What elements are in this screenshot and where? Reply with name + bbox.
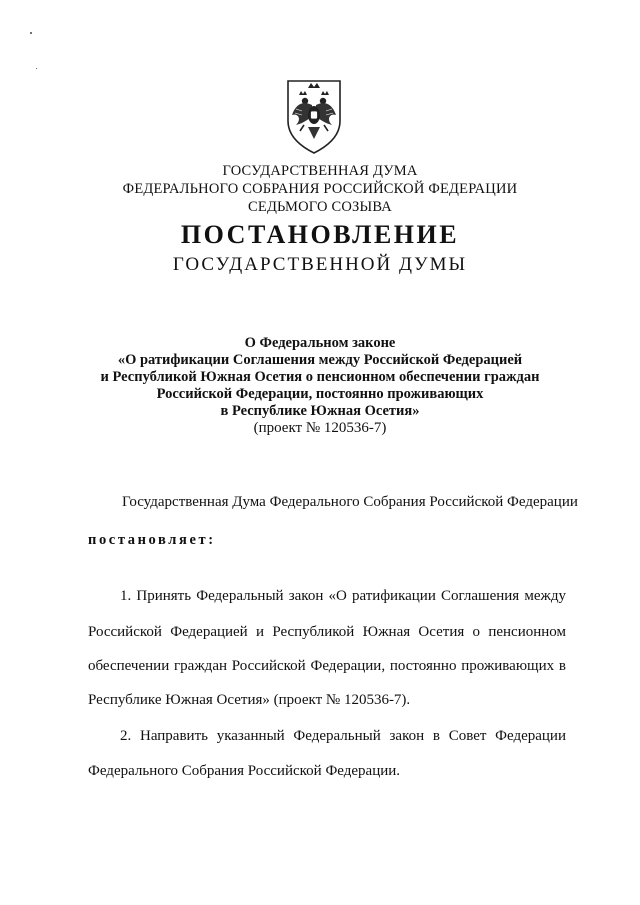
- subject-line: О Федеральном законе: [244, 335, 396, 351]
- document-subject: [0, 335, 640, 437]
- issuing-body-header: [0, 162, 640, 216]
- intro-paragraph: Государственная Дума Федерального Собрания Российской Федерации: [122, 494, 578, 510]
- subject-line: «О ратификации Соглашения между Российской Федерацией: [117, 352, 523, 368]
- document-type-title: ПОСТАНОВЛЕНИЕ: [180, 220, 460, 249]
- item-1-line: Республике Южная Осетия» (проект № 120536-7).: [88, 692, 411, 708]
- coat-of-arms-emblem-icon: [282, 75, 346, 155]
- header-line-3: СЕДЬМОГО СОЗЫВА: [248, 199, 392, 215]
- item-2-line: 2. Направить указанный Федеральный закон в Совет Федерации: [120, 728, 566, 744]
- item-1-line: Российской Федерацией и Республикой Южная Осетия о пенсионном: [88, 624, 566, 640]
- item-1-line: 1. Принять Федеральный закон «О ратификации Соглашения между: [120, 588, 566, 604]
- subject-line: и Республикой Южная Осетия о пенсионном обеспечении граждан: [100, 369, 540, 385]
- header-line-2: ФЕДЕРАЛЬНОГО СОБРАНИЯ РОССИЙСКОЙ ФЕДЕРАЦИИ: [122, 181, 518, 197]
- item-2-line: Федерального Собрания Российской Федерации.: [88, 763, 401, 779]
- header-line-1: ГОСУДАРСТВЕННАЯ ДУМА: [222, 163, 418, 179]
- item-1-line: обеспечении граждан Российской Федерации, постоянно проживающих в: [88, 658, 566, 674]
- subject-line: в Республике Южная Осетия»: [220, 403, 420, 419]
- subject-line: Российской Федерации, постоянно проживающих: [156, 386, 484, 402]
- scan-speck: [30, 32, 32, 34]
- decree-word: постановляет:: [88, 532, 216, 548]
- document-issuer-subtitle: ГОСУДАРСТВЕННОЙ ДУМЫ: [172, 254, 468, 275]
- scan-speck: [36, 68, 37, 69]
- project-number: (проект № 120536-7): [253, 420, 387, 436]
